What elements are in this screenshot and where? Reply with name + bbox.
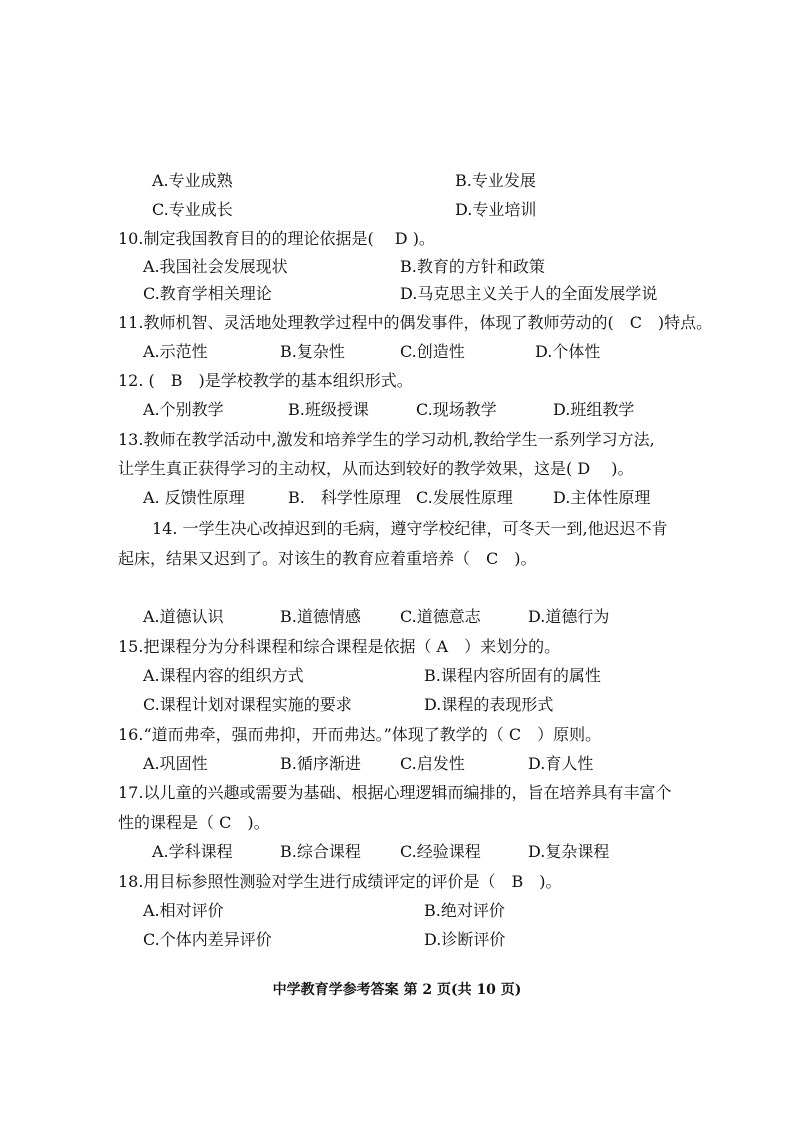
q15-option-d: D.课程的表现形式 [424,695,554,714]
q13-stem-line2: 让学生真正获得学习的主动权，从而达到较好的教学效果，这是( D )。 [118,459,634,478]
q17-option-a: A.学科课程 [152,842,233,861]
q9-option-b: B.专业发展 [455,171,536,190]
q18-option-b: B.绝对评价 [424,901,505,920]
q16-stem: 16.“道而弗牵，强而弗抑，开而弗达。”体现了教学的（ C ）原则。 [118,725,602,744]
q17-option-d: D.复杂课程 [528,842,610,861]
q12-option-b: B.班级授课 [288,400,369,419]
q17-stem-line2: 性的课程是（ C )。 [118,813,270,832]
q17-option-c: C.经验课程 [400,842,481,861]
q10-option-d: D.马克思主义关于人的全面发展学说 [400,284,658,303]
q16-option-c: C.启发性 [400,754,465,773]
q13-option-a: A. 反馈性原理 [143,488,245,507]
q13-option-b: B. 科学性原理 [288,488,401,507]
q11-option-b: B.复杂性 [280,342,345,361]
q17-option-b: B.综合课程 [280,842,361,861]
page-footer: 中学教育学参考答案 第 2 页(共 10 页) [272,982,522,998]
q14-stem-line2: 起床，结果又迟到了。对该生的教育应着重培养（ C )。 [118,549,537,568]
q15-stem: 15.把课程分为分科课程和综合课程是依据（ A ）来划分的。 [118,637,561,656]
q15-option-a: A.课程内容的组织方式 [143,666,304,685]
q13-option-c: C.发展性原理 [416,488,513,507]
q10-option-c: C.教育学相关理论 [143,284,272,303]
q11-option-c: C.创造性 [400,342,465,361]
q16-option-b: B.循序渐进 [280,754,361,773]
q9-option-c: C.专业成长 [152,200,233,219]
q12-option-d: D.班组教学 [553,400,635,419]
q16-option-a: A.巩固性 [143,754,208,773]
q11-option-d: D.个体性 [535,342,601,361]
q18-option-c: C.个体内差异评价 [143,930,272,949]
q12-option-c: C.现场教学 [416,400,497,419]
q18-option-a: A.相对评价 [143,901,224,920]
q10-option-a: A.我国社会发展现状 [143,257,288,276]
q15-option-c: C.课程计划对课程实施的要求 [143,695,352,714]
q16-option-d: D.育人性 [528,754,594,773]
q11-option-a: A.示范性 [143,342,208,361]
q18-option-d: D.诊断评价 [424,930,506,949]
q10-option-b: B.教育的方针和政策 [400,257,545,276]
q14-option-d: D.道德行为 [528,607,610,626]
q14-stem-line1: 14. 一学生决心改掉迟到的毛病，遵守学校纪律，可冬天一到,他迟迟不肯 [152,519,668,538]
q14-option-b: B.道德情感 [280,607,361,626]
q10-stem: 10.制定我国教育目的的理论依据是( D )。 [118,229,435,248]
q12-stem: 12. ( B )是学校教学的基本组织形式。 [118,371,413,390]
q9-option-d: D.专业培训 [455,200,537,219]
q13-stem-line1: 13.教师在教学活动中,激发和培养学生的学习动机,教给学生一系列学习方法, [118,430,655,449]
q13-option-d: D.主体性原理 [553,488,651,507]
q14-option-a: A.道德认识 [143,607,224,626]
q17-stem-line1: 17.以儿童的兴趣或需要为基础、根据心理逻辑而编排的，旨在培养具有丰富个 [118,783,672,802]
q15-option-b: B.课程内容所固有的属性 [424,666,601,685]
q14-option-c: C.道德意志 [400,607,481,626]
q9-option-a: A.专业成熟 [152,171,233,190]
q11-stem: 11.教师机智、灵活地处理教学过程中的偶发事件，体现了教师劳动的( C )特点。 [118,313,713,332]
q12-option-a: A.个别教学 [143,400,224,419]
q18-stem: 18.用目标参照性测验对学生进行成绩评定的评价是（ B )。 [118,872,562,891]
